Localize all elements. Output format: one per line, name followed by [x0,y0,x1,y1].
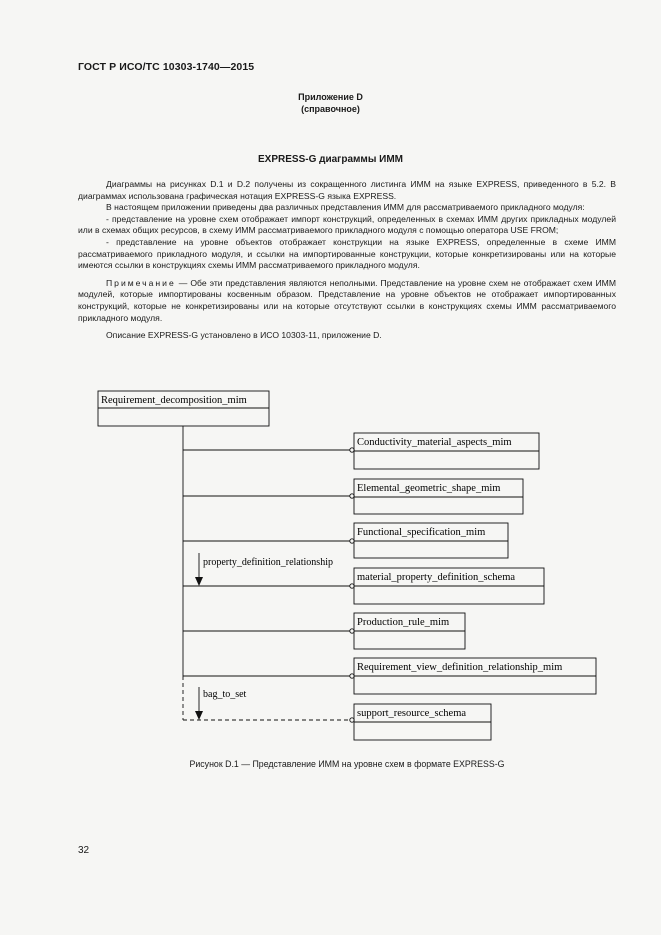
schema-label-2: Elemental_geometric_shape_mim [357,483,501,494]
paragraph-3: - представление на уровне схем отображает импорт конструкций, определенных в схемах ИММ других прикладных модулей или в схемах общих ресурсов, в схему ИММ рассматриваемого прикладного модуля с помощью оператора USE FROM; [78,213,616,236]
annex-type: (справочное) [301,104,360,114]
note-text: — Обе эти представления являются неполными. Представление на уровне схем не отображает схем ИММ модулей, которые импортированы косвенным образом. Представление на уровне объектов не отображает импортированных конструкций, которые не конкретизированы или на которые отсутствуют ссылки в конструкциях схемы ИММ рассматриваемого прикладного модуля. [78,277,616,323]
paragraph-2: В настоящем приложении приведены два различных представления ИММ для рассматриваемого прикладного модуля: [106,202,585,213]
note-label: Примечание [106,277,176,288]
schema-label-5: Production_rule_mim [357,617,450,628]
schema-label-4: material_property_definition_schema [357,572,516,583]
schema-label-7: support_resource_schema [357,708,467,719]
annex-title: Приложение D [298,92,363,102]
page-number: 32 [78,845,90,856]
pdr-arrow-head [195,577,203,586]
bag-arrow-head [195,711,203,720]
schema-label-1: Conductivity_material_aspects_mim [357,437,512,448]
paragraph-5: Описание EXPRESS-G установлено в ИСО 10303-11, приложение D. [106,330,382,341]
figure-caption: Рисунок D.1 — Представление ИММ на уровне схем в формате EXPRESS-G [189,759,505,769]
document-header: ГОСТ Р ИСО/ТС 10303-1740—2015 [78,61,255,73]
connector-circle [350,674,354,678]
connector-circle [350,718,354,722]
section-title: EXPRESS-G диаграммы ИММ [258,154,403,165]
paragraph-1: Диаграммы на рисунках D.1 и D.2 получены из сокращенного листинга ИММ на языке EXPRESS, приведенного в 5.2. В диаграммах использована графическая нотация EXPRESS-G языка EXPRESS. [78,179,616,201]
connector-circle [350,629,354,633]
paragraph-4: - представление на уровне объектов отображает конструкции на языке EXPRESS, определенные в схеме ИММ рассматриваемого прикладного модуля, и ссылки на импортированные конструкции, которые конкретизированы или на которые имеются ссылки в конструкциях схемы ИММ рассматриваемого прикладного модуля. [78,236,616,271]
bag-label: bag_to_set [203,689,247,700]
pdr-label: property_definition_relationship [203,557,333,568]
root-schema-label: Requirement_decomposition_mim [101,395,247,406]
connector-circle [350,448,354,452]
connector-circle [350,539,354,543]
schema-label-6: Requirement_view_definition_relationship_mim [357,662,563,673]
schema-label-3: Functional_specification_mim [357,527,486,538]
connector-circle [350,584,354,588]
connector-circle [350,494,354,498]
